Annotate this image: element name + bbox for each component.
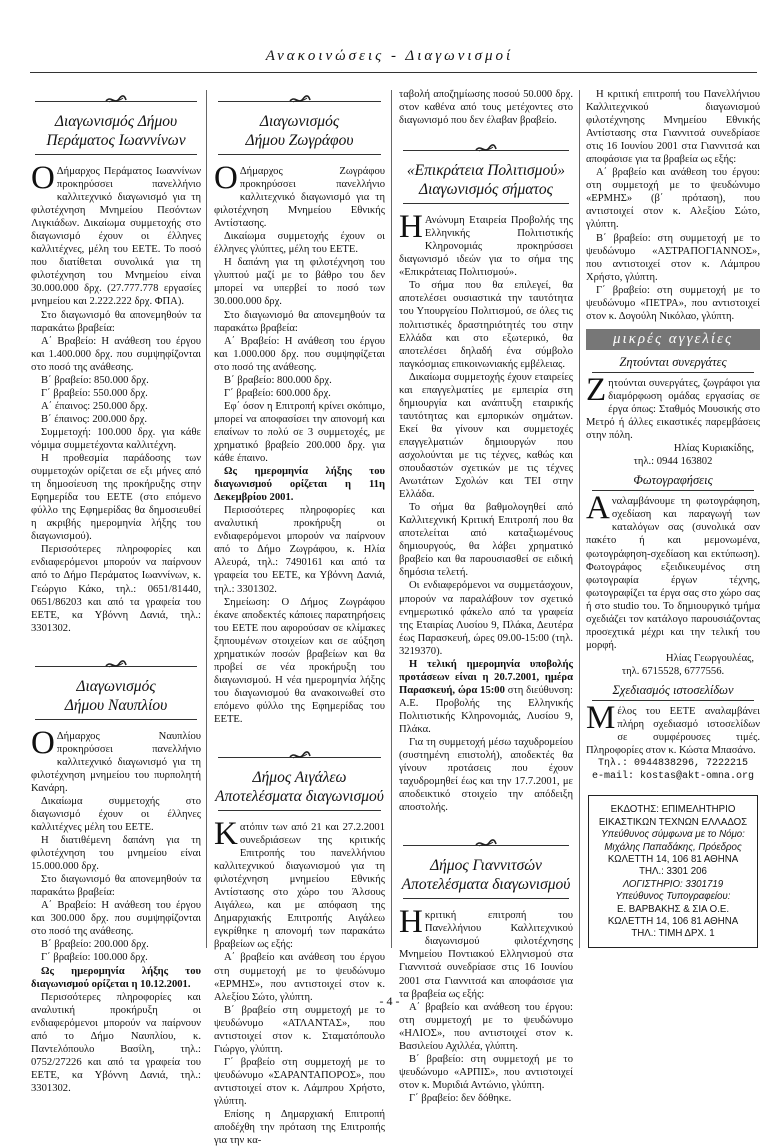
ad-contact-phone: τηλ.: 0944 163802: [633, 456, 713, 468]
column-divider: [206, 90, 207, 948]
paragraph: Β΄ βραβείο: στη συμμετοχή με το ψευδώνυμο «ΑΣΤΡΑΠΟΓΙΑΝΝΟΣ», που αντιστοιχεί στον κ. Λάμπρου Χρήστο, γλύπτη.: [586, 232, 760, 283]
paragraph: Β΄ βραβείο στη συμμετοχή με το ψευδώνυμο «ΑΤΛΑΝΤΑΣ», που αντιστοιχεί στον κ. Σταματόπουλο Γιώργο, γλύπτη.: [214, 1004, 385, 1055]
paragraph: Γ΄ βραβείο στη συμμετοχή με το ψευδώνυμο «ΣΑΡΑΝΤΑΠΟΡΟΣ», που αντιστοιχεί στον κ. Λάμπρου Χρήστο, γλύπτη.: [214, 1056, 385, 1107]
ad-title: Σχεδιασμός ιστοσελίδων: [592, 684, 754, 701]
classifieds-banner: μικρές αγγελίες: [586, 329, 760, 350]
ad-title: Ζητούνται συνεργάτες: [592, 356, 754, 373]
paragraph: Γ΄ βραβείο: 600.000 δρχ.: [224, 387, 331, 399]
column-divider: [391, 90, 392, 948]
ad-contact-name: Ηλίας Γεωργουλέας,: [665, 652, 754, 664]
paragraph: Α΄ βραβείο και ανάθεση του έργου: στη συμμετοχή με το ψευδώνυμο «ΕΡΜΗΣ» (β΄ πρόταση), που αντιστοιχεί στον κ. Αλεξίου Σώτο, γλύπτη.: [586, 167, 760, 231]
drop-cap: Ο: [31, 724, 55, 761]
paragraph: Δικαίωμα συμμετοχής έχουν εταιρείες και επαγγελματίες με εμπειρία στη δημιουργία και ανάπτυξη εταιρικής ταυτότητας και εμπορικών σημάτων. Εκεί θα γίνουν και συμμετοχές επαγγελματιών δημιουργών που ασχολούνται με τις τέχνες, καθώς και σπουδαστών σχετικών με τις τέχνες Ανωτάτων Σχολών και ΤΕΙ στην Ελλάδα.: [399, 371, 573, 501]
drop-cap: Η: [399, 904, 423, 941]
drop-cap: Ο: [31, 160, 55, 196]
article-title: Δήμος Γιαννιτσών Αποτελέσματα διαγωνισμού: [401, 857, 571, 894]
paragraph: Β΄ βραβείο: 200.000 δρχ.: [41, 939, 149, 951]
ad-contact-phone: Τηλ.: 0944838296, 7222215: [597, 758, 749, 770]
ad-contact-name: Ηλίας Κυριακίδης,: [673, 443, 754, 455]
paragraph: Γ΄ βραβείο: 100.000 δρχ.: [41, 952, 148, 964]
paragraph: Περισσότερες πληροφορίες και ενδιαφερόμενοι μπορούν να παίρνουν από το Δήμο Περάματος Ιωαννίνων, κ. Γεώργιο Κάκο, τηλ.: 0651/81440, 0651/86203 και από τα γραφεία του ΕΕΤΕ, κα Υβόννη Δανιά, τηλ.: 3301302.: [31, 544, 201, 634]
section-ornament: [399, 137, 573, 159]
drop-cap: Α: [586, 490, 610, 527]
column-1: [31, 88, 201, 1094]
header-rule: [30, 72, 757, 73]
article-title: Διαγωνισμός Δήμου Περάματος Ιωαννίνων: [46, 113, 186, 149]
paragraph: Η δαπάνη για τη φιλοτέχνηση του γλυπτού μαζί με το βάθρο του δεν μπορεί να υπερβεί το ποσό των 30.000.000 δρχ.: [214, 257, 385, 308]
paragraph: Στο διαγωνισμό θα απονεμηθούν τα παρακάτω βραβεία:: [214, 309, 385, 334]
section-ornament: [214, 88, 385, 110]
deadline-text: Η τελική ημερομηνία υποβολής προτάσεων είναι η 20.7.2001, ημέρα Παρασκευή, ώρα 15:00: [399, 658, 573, 696]
paragraph: Στο διαγωνισμό θα απονεμηθούν τα παρακάτω βραβεία:: [31, 309, 201, 334]
ad-contact-phone: τηλ. 6715528, 6777556.: [621, 665, 725, 677]
paragraph: Α΄ Βραβείο: Η ανάθεση του έργου και 1.000.000 δρχ. που συμψηφίζεται στο ποσό της ανάθεσης.: [214, 335, 385, 373]
publisher-box: ΕΚΔΟΤΗΣ: ΕΠΙΜΕΛΗΤΗΡΙΟ ΕΙΚΑΣΤΙΚΩΝ ΤΕΧΝΩΝ ΕΛΛΑΔΟΣ Υπεύθυνος σύμφωνα με το Νόμο: Μιχάλης Παπαδάκης, Πρόεδρος ΚΩΛΕΤΤΗ 14, 106 81 ΑΘΗΝΑ ΤΗΛ.: 3301 206 ΛΟΓΙΣΤΗΡΙΟ: 3301719 Υπεύθυνος Τυπογραφείου: Ε. ΒΑΡΒΑΚΗΣ & ΣΙΑ Ο.Ε. ΚΩΛΕΤΤΗ 14, 106 81 ΑΘΗΝΑ ΤΗΛ.: ΤΙΜΗ ΔΡΧ. 1: [588, 795, 758, 947]
paragraph: κριτική επιτροπή του Πανελλήνιου Καλλιτεχνικού διαγωνισμού φιλοτέχνησης Μνημείου Ποντιακού Ελληνισμού στα Γιαννιτσά συνεδρίασε στις 16 Ιουνίου 2001 στα Γιαννιτσά και αποφάσισε για τα βραβεία ως εξής:: [399, 910, 573, 1000]
classified-ad: [586, 684, 760, 783]
page-number: - 4 -: [379, 994, 400, 1008]
classified-ad: [586, 356, 760, 468]
paragraph: στη διεύθυνση: Α.Ε. Προβολής της Ελληνικής Πολιτιστικής Κληρονομιάς, Λυσίου 9, Πλάκα.: [399, 684, 573, 735]
ad-text: έλος του ΕΕΤΕ αναλαμβάνει πλήρη σχεδιασμό ιστοσελίδων σε συμφέρουσες τιμές. Πληροφορίες στον κ. Κώστα Μπασάνο.: [586, 706, 760, 757]
paragraph: Α΄ έπαινος: 250.000 δρχ.: [41, 400, 148, 412]
paragraph: Στο διαγωνισμό θα απονεμηθούν τα παρακάτω βραβεία:: [31, 874, 201, 899]
section-ornament: [399, 832, 573, 854]
paragraph: Ανώνυμη Εταιρεία Προβολής της Ελληνικής Πολιτιστικής Κληρονομιάς προκηρύσσει διαγωνισμό ιδεών για το σήμα της «Επικράτειας Πολιτισμού».: [399, 215, 573, 279]
article-title: «Επικράτεια Πολιτισμού» Διαγωνισμός σήματος: [406, 162, 566, 199]
drop-cap: Ο: [214, 160, 238, 196]
paragraph: Η διατιθέμενη δαπάνη για τη φιλοτέχνηση του μνημείου είναι 15.000.000 δρχ.: [31, 835, 201, 873]
paragraph: Γ΄ βραβείο: δεν δόθηκε.: [409, 1092, 512, 1104]
column-4: [586, 88, 760, 978]
paragraph: Γ΄ βραβείο: 550.000 δρχ.: [41, 387, 148, 399]
ad-title: Φωτογραφήσεις: [592, 474, 754, 491]
paragraph: Για τη συμμετοχή μέσω ταχυδρομείου (συστημένη επιστολή), αποδεκτές θα γίνουν προτάσεις που έχουν ταχυδρομηθεί έως και την 17.7.2001, με αποδεικτικό στοιχείο την απόδειξη αποστολής.: [399, 737, 573, 814]
paragraph: Α΄ βραβείο και ανάθεση του έργου στη συμμετοχή με το ψευδώνυμο «ΕΡΜΗΣ», που αντιστοιχεί στον κ. Αλεξίου Σώτο, γλύπτη.: [214, 952, 385, 1003]
section-ornament: [31, 88, 201, 110]
paragraph: Β΄ βραβείο: 800.000 δρχ.: [224, 374, 332, 386]
paragraph: Περισσότερες πληροφορίες και αναλυτική προκήρυξη οι ενδιαφερόμενοι μπορούν να παίρνουν από το Δήμο Ζωγράφου, κ. Ηλία Αλευρά, τηλ.: 7490161 και από τα γραφεία του ΕΕΤΕ, κα Υβόννη Δανιά, τηλ.: 3301302.: [214, 505, 385, 595]
column-3: [399, 88, 573, 1104]
paragraph: Οι ενδιαφερόμενοι να συμμετάσχουν, μπορούν να παραλάβουν τον σχετικό ενημερωτικό φάκελο από τα γραφεία της Εταιρίας Λυσίου 9, Πλάκα, Δευτέρα έως Παρασκευή, ώρες 09.00-15:00 (τηλ. 3219370).: [399, 580, 573, 657]
paragraph: Η προθεσμία παράδοσης των συμμετοχών ορίζεται σε εξι μήνες από τη δημοσίευση της προκήρυξης στην Εφημερίδα του ΕΕΤΕ (στο επόμενο φύλλο της Εφημερίδας θα δημοσιευθεί η ακριβής ημερομηνία λήξης του διαγωνισμού).: [31, 453, 201, 543]
classified-ad: [586, 474, 760, 678]
paragraph: ταβολή αποζημίωσης ποσού 50.000 δρχ. στον καθένα από τους μετέχοντες στο διαγωνισμό που δεν έλαβαν βραβείο.: [399, 89, 573, 127]
paragraph: Δικαίωμα συμμετοχής στο διαγωνισμό έχουν οι έλληνες καλλιτέχνες μέλη του ΕΕΤΕ.: [31, 795, 201, 834]
paragraph: Η κριτική επιτροπή του Πανελλήνιου Καλλιτεχνικού διαγωνισμού φιλοτέχνησης Μνημείου Εθνικής Αντίστασης στα Γιαννιτσά συνεδρίασε στις 16 Ιουνίου 2001 στα Γιαννιτσά και αποφάσισε για τα βραβεία ως εξής:: [586, 89, 760, 166]
article-title: Δήμος Αιγάλεω Αποτελέσματα διαγωνισμού: [215, 769, 384, 806]
drop-cap: Μ: [586, 700, 616, 737]
paragraph: Β΄ έπαινος: 200.000 δρχ.: [41, 413, 148, 425]
paragraph: Α΄ Βραβείο: Η ανάθεση του έργου και 300.000 δρχ. που συμψηφίζονται στο ποσό της ανάθεσης.: [31, 900, 201, 938]
paragraph: Το σήμα που θα επιλεγεί, θα αποτελέσει ουσιαστικά την ταυτότητα του Υπουργείου Πολιτισμού, σε όλες τις πολιτιστικές δραστηριότητές του στην Ελλάδα και στο εξωτερικό, θα αποτελέσει δηλαδή ένα σύμβολο παγκόσμιας επικοινωνιακής εμβέλειας.: [399, 280, 573, 370]
section-ornament: [31, 653, 201, 675]
section-ornament: [214, 744, 385, 766]
paragraph: Δήμαρχος Ζωγράφου προκηρύσσει πανελλήνιο καλλιτεχνικό διαγωνισμό για τη φιλοτέχνηση Μνημείου Εθνικής Αντίστασης.: [214, 166, 385, 230]
ad-text: ναλαμβάνουμε τη φωτογράφηση, σχεδίαση και παραγωγή των καταλόγων σας (συνολικά σαν πακέτο ή και μεμονωμένα, φωτογράφηση-σχεδίαση και εκτύπωση). Φωτογράφος εξειδικευμένος στη φωτογραφία έργων τέχνης, φωτογραφίζει τα έργα σας στο χώρο σας ή στο studio του. Το δημιουργικό τμήμα σχεδιάζει τον κατάλογο παρουσιάζοντας προσεχτικά μέχρι και την τελική του μορφή.: [586, 496, 760, 651]
paragraph: Σημείωση: Ο Δήμος Ζωγράφου έκανε αποδεκτές κάποιες παρατηρήσεις του ΕΕΤΕ που αφορούσαν σε κλίμακες ξηπουμένων στοιχείων και σε αύξηση χρηματικών ποσών βραβείων και θα προβεί σε νέα προκήρυξη του διαγωνισμού. Η νέα ημερομηνία λήξης του διαγωνισμού θα ανακοινωθεί στο επόμενο φύλλο της Εφημερίδας του ΕΕΤΕ.: [214, 596, 385, 725]
deadline-text: Ως ημερομηνία λήξης του διαγωνισμού ορίζεται η 11η Δεκεμβρίου 2001.: [214, 466, 385, 504]
paragraph: Επίσης η Δημαρχιακή Επιτροπή αποδέχθη την πρόταση της Επιτροπής για την κα-: [214, 1109, 385, 1147]
paragraph: Γ΄ βραβείο: στη συμμετοχή με το ψευδώνυμο «ΠΕΤΡΑ», που αντιστοιχεί στον κ. Δογούλη Νικόλαο, γλύπτη.: [586, 284, 760, 322]
ad-contact-email[interactable]: e-mail: kostas@akt-omna.org: [591, 771, 755, 783]
paragraph: ατόπιν των από 21 και 27.2.2001 συνεδριάσεων της κριτικής Επιτροπής του πανελλήνιου καλλιτεχνικού διαγωνισμού για τη φιλοτέχνηση μνημείου Εθνικής Αντίστασης στο χώρο του Άλσους Αιγάλεω, και με απόφαση της Δημαρχιακής Επιτροπής Αιγάλεω εγκρίθηκε η απονομή των παρακάτω βραβείων ως εξής:: [214, 822, 385, 951]
paragraph: Περισσότερες πληροφορίες και αναλυτική προκήρυξη οι ενδιαφερόμενοι μπορούν να παίρνουν από το Δήμο Ναυπλίου, κ. Παντελόπουλο Βασίλη, τηλ.: 0752/27226 και από τα γραφεία του ΕΕΤΕ, κα Υβόννη Δανιά, τηλ.: 3301302.: [31, 991, 201, 1094]
paragraph: Εφ΄ όσον η Επιτροπή κρίνει σκόπιμο, μπορεί να αποφασίσει την απονομή και επαίνων το πολύ σε 3 συμμετοχές, με χρηματικό βραβείο 200.000 δρχ. για κάθε έπαινο.: [214, 400, 385, 465]
drop-cap: Η: [399, 209, 423, 246]
paragraph: Δήμαρχος Ναυπλίου προκηρύσσει πανελλήνιο καλλιτεχνικό διαγωνισμό για τη φιλοτέχνηση μνημείου του πυρπολητή Κανάρη.: [31, 730, 201, 794]
column-divider: [579, 90, 580, 948]
paragraph: Β΄ βραβείο: στη συμμετοχή με το ψευδώνυμο «ΑΡΠΙΣ», που αντιστοιχεί στον κ. Μυριδιά Αντώνιο, γλύπτη.: [399, 1053, 573, 1091]
deadline-text: Ως ημερομηνία λήξης του διαγωνισμού ορίζεται η 10.12.2001.: [31, 965, 201, 990]
ad-text: ητούνται συνεργάτες, ζωγράφοι για διαμόρφωση ομάδας εργασίας σε έργα όπως: Σταθμός Μουσικής στο Μετρό ή άλλες εικαστικές παρεμβάσεις στην πόλη.: [586, 377, 760, 442]
paragraph: Β΄ βραβείο: 850.000 δρχ.: [41, 374, 149, 386]
paragraph: Το σήμα θα βαθμολογηθεί από Καλλιτεχνική Κριτική Επιτροπή που θα αποτελείται από καταξιωμένους δημιουργούς, θα λάβει χρηματικό βραβείο και θα παρουσιασθεί σε ειδική δημόσια τελετή.: [399, 502, 573, 579]
article-title: Διαγωνισμός Δήμου Ναυπλίου: [64, 677, 168, 714]
paragraph: Δήμαρχος Περάματος Ιωαννίνων προκηρύσσει πανελλήνιο καλλιτεχνικό διαγωνισμό για τη φιλοτέχνηση Μνημείου Πεσόντων Λιγκιάδων. Δικαίωμα συμμετοχής στο διαγωνισμό έχουν οι έλληνες καλλιτέχνες, μέλη του ΕΕΤΕ. Το ποσό που διατίθεται συνολικά για τη φιλοτέχνηση του Μνημείου είναι 30.000.000 δρχ. (27.777.778 εργασίες μνημείου και 2.222.222 δρχ. ΦΠΑ).: [31, 166, 201, 308]
paragraph: Συμμετοχή: 100.000 δρχ. για κάθε νόμιμα συμμετέχοντα καλλιτέχνη.: [31, 426, 201, 451]
paragraph: Α΄ Βραβείο: Η ανάθεση του έργου και 1.400.000 δρχ. που συμψηφίζονται στο ποσό της ανάθεσης.: [31, 335, 201, 373]
paragraph: Α΄ βραβείο και ανάθεση του έργου: στη συμμετοχή με το ψευδώνυμο «ΗΛΙΟΣ», που αντιστοιχεί στον κ. Βασιλείου Αχιλλέα, γλύπτη.: [399, 1001, 573, 1052]
column-2: [214, 88, 385, 1147]
drop-cap: Κ: [214, 816, 238, 853]
page-header: Ανακοινώσεις - Διαγωνισμοί: [265, 48, 514, 64]
paragraph: Δικαίωμα συμμετοχής έχουν οι έλληνες γλύπτες, μέλη του ΕΕΤΕ.: [214, 231, 385, 256]
drop-cap: Ζ: [586, 371, 607, 408]
article-title: Διαγωνισμός Δήμου Ζωγράφου: [245, 113, 354, 149]
